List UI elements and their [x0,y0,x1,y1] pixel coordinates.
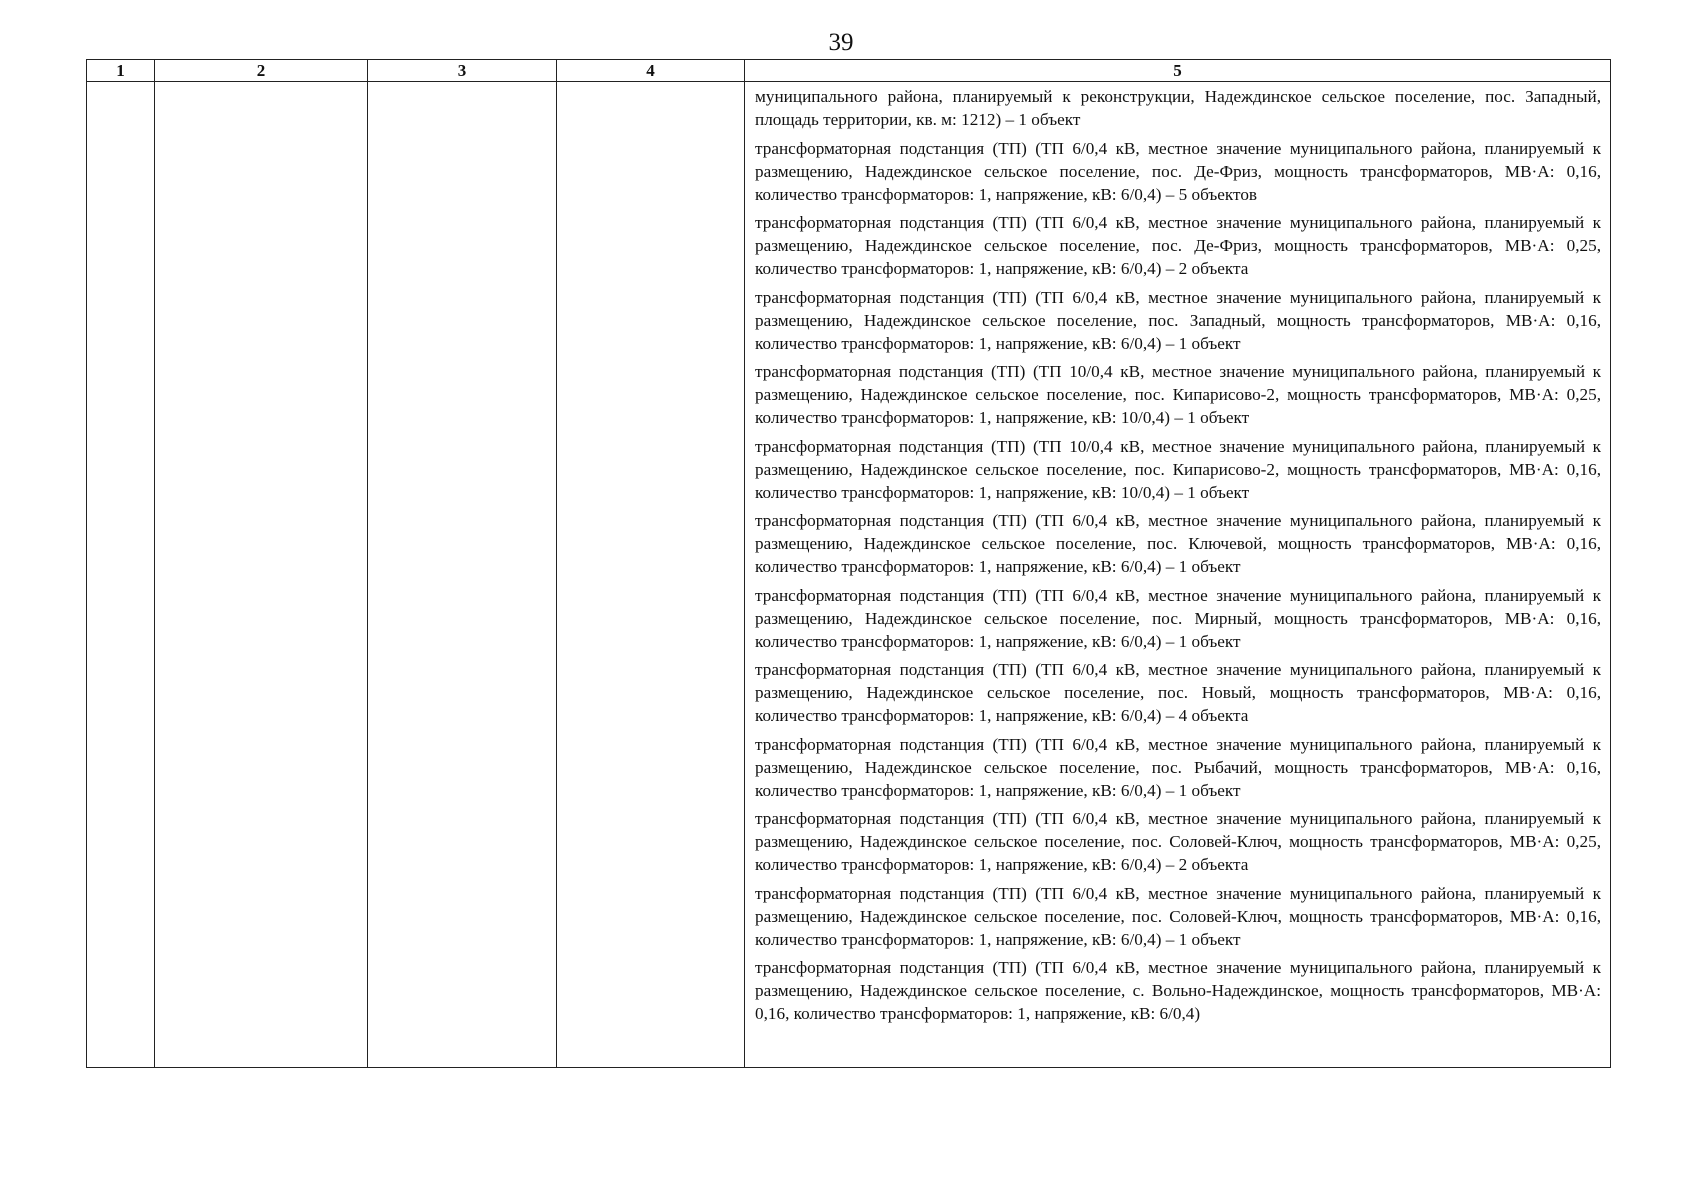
column-header-4: 4 [557,60,745,82]
entry-11: трансформаторная подстанция (ТП) (ТП 6/0,4 кВ, местное значение муниципального района, планируемый к размещению, Надеждинское сельское поселение, пос. Соловей-Ключ, мощность трансформаторов, МВ·А: 0,16, количество трансформаторов: 1, напряжение, кВ: 6/0,4) – 1 объект [755,883,1601,949]
table-row [87,82,1611,1068]
entry-6: трансформаторная подстанция (ТП) (ТП 6/0,4 кВ, местное значение муниципального района, планируемый к размещению, Надеждинское сельское поселение, пос. Ключевой, мощность трансформаторов, МВ·А: 0,16, количество трансформаторов: 1, напряжение, кВ: 6/0,4) – 1 объект [755,511,1601,576]
entry-2: трансформаторная подстанция (ТП) (ТП 6/0,4 кВ, местное значение муниципального района, планируемый к размещению, Надеждинское сельское поселение, пос. Де-Фриз, мощность трансформаторов, МВ·А: 0,25, количество трансформаторов: 1, напряжение, кВ: 6/0,4) – 2 объекта [755,213,1601,278]
entry-0: муниципального района, планируемый к реконструкции, Надеждинское сельское поселение, пос. Западный, площадь территории, кв. м: 1212) – 1 объект [755,87,1601,129]
cell-col-1 [87,82,155,1068]
entry-7: трансформаторная подстанция (ТП) (ТП 6/0,4 кВ, местное значение муниципального района, планируемый к размещению, Надеждинское сельское поселение, пос. Мирный, мощность трансформаторов, МВ·А: 0,16, количество трансформаторов: 1, напряжение, кВ: 6/0,4) – 1 объект [755,585,1601,651]
column-header-5: 5 [745,60,1611,82]
entry-12: трансформаторная подстанция (ТП) (ТП 6/0,4 кВ, местное значение муниципального района, планируемый к размещению, Надеждинское сельское поселение, с. Вольно-Надеждинское, мощность трансформаторов, МВ·А: 0,16, количество трансформаторов: 1, напряжение, кВ: 6/0,4) [755,958,1601,1023]
substation-entries [745,82,1610,1067]
entry-4: трансформаторная подстанция (ТП) (ТП 10/0,4 кВ, местное значение муниципального района, планируемый к размещению, Надеждинское сельское поселение, пос. Кипарисово-2, мощность трансформаторов, МВ·А: 0,25, количество трансформаторов: 1, напряжение, кВ: 10/0,4) – 1 объект [755,362,1601,427]
entry-10: трансформаторная подстанция (ТП) (ТП 6/0,4 кВ, местное значение муниципального района, планируемый к размещению, Надеждинское сельское поселение, пос. Соловей-Ключ, мощность трансформаторов, МВ·А: 0,25, количество трансформаторов: 1, напряжение, кВ: 6/0,4) – 2 объекта [755,809,1601,874]
column-header-3: 3 [368,60,557,82]
document-table [86,59,1611,1068]
entry-1: трансформаторная подстанция (ТП) (ТП 6/0,4 кВ, местное значение муниципального района, планируемый к размещению, Надеждинское сельское поселение, пос. Де-Фриз, мощность трансформаторов, МВ·А: 0,16, количество трансформаторов: 1, напряжение, кВ: 6/0,4) – 5 объектов [755,138,1601,204]
table-header [87,60,1611,82]
entry-8: трансформаторная подстанция (ТП) (ТП 6/0,4 кВ, местное значение муниципального района, планируемый к размещению, Надеждинское сельское поселение, пос. Новый, мощность трансформаторов, МВ·А: 0,16, количество трансформаторов: 1, напряжение, кВ: 6/0,4) – 4 объекта [755,660,1601,725]
page-number: 39 [828,29,854,56]
cell-col-5 [745,82,1611,1068]
cell-col-4 [557,82,745,1068]
header-row [87,60,1611,82]
table-body [87,82,1611,1068]
column-header-2: 2 [155,60,368,82]
entry-9: трансформаторная подстанция (ТП) (ТП 6/0,4 кВ, местное значение муниципального района, планируемый к размещению, Надеждинское сельское поселение, пос. Рыбачий, мощность трансформаторов, МВ·А: 0,16, количество трансформаторов: 1, напряжение, кВ: 6/0,4) – 1 объект [755,734,1601,800]
column-header-1: 1 [87,60,155,82]
entry-5: трансформаторная подстанция (ТП) (ТП 10/0,4 кВ, местное значение муниципального района, планируемый к размещению, Надеждинское сельское поселение, пос. Кипарисово-2, мощность трансформаторов, МВ·А: 0,16, количество трансформаторов: 1, напряжение, кВ: 10/0,4) – 1 объект [755,436,1601,502]
cell-col-2 [155,82,368,1068]
cell-col-3 [368,82,557,1068]
entry-3: трансформаторная подстанция (ТП) (ТП 6/0,4 кВ, местное значение муниципального района, планируемый к размещению, Надеждинское сельское поселение, пос. Западный, мощность трансформаторов, МВ·А: 0,16, количество трансформаторов: 1, напряжение, кВ: 6/0,4) – 1 объект [755,287,1601,353]
